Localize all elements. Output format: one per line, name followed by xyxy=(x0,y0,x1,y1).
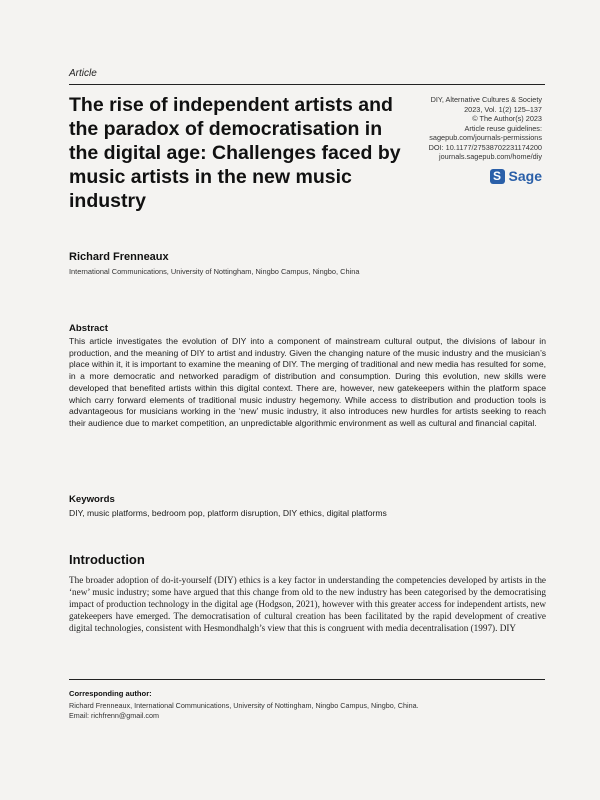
abstract-text: This article investigates the evolution of DIY into a component of mainstream cultural output, the divisions of labour in production, and the meaning of DIY to artist and industry. Given the changing nature of the music industry and the musician’s place within it, it is important to examine the meaning of DIY. The merging of traditional and new media has resulted for some, in a more democratic and networked paradigm of distribution and consumption. During this evolution, new skills were developed that benefited artists within this digital context. There are, however, new gatekeepers within the platform space which carry forward elements of traditional music industry hegemony. While access to distribution and production tools is advantageous for musicians working in the ‘new’ music industry, it also introduces new hurdles for artists seeking to reach their audience due to market competition, an unpredictable algorithmic environment as well as cultural and financial capital. xyxy=(69,336,546,428)
author-affiliation: International Communications, University of Nottingham, Ningbo Campus, Ningbo, China xyxy=(69,267,360,276)
reuse-guidelines: Article reuse guidelines: xyxy=(464,123,542,133)
journal-volume: 2023, Vol. 1(2) 125–137 xyxy=(464,104,542,114)
corresponding-author-details xyxy=(69,701,419,721)
copyright-line: © The Author(s) 2023 xyxy=(472,114,542,123)
doi-link[interactable]: DOI: 10.1177/27538702231174200 xyxy=(428,142,542,152)
keywords-text: DIY, music platforms, bedroom pop, platform disruption, DIY ethics, digital platforms xyxy=(69,508,387,518)
corresponding-author-line: Richard Frenneaux, International Communications, University of Nottingham, Ningbo Campus, Ningbo, China. xyxy=(69,701,419,710)
corresponding-author-email[interactable]: Email: richfrenn@gmail.com xyxy=(69,711,159,720)
abstract-heading: Abstract xyxy=(69,323,108,334)
footer-rule xyxy=(69,679,545,680)
journal-name: DIY, Alternative Cultures & Society xyxy=(430,95,542,104)
publisher-name: Sage xyxy=(508,168,542,184)
introduction-text: The broader adoption of do-it-yourself (DIY) ethics is a key factor in understanding the competencies developed by artists in the ‘new’ music industry; some have argued that this change from old to the new industry has been categorised by the democratising impact of production technology in the digital age (Hodgson, 2021), however with this greater access for independent artists, new gatekeepers have emerged. The democratisation of cultural creation has been facilitated by the rapid development of creative digital technologies, consistent with Hesmondhalgh’s view that this is congruent with media decentralisation (1997). DIY xyxy=(69,575,546,633)
publisher-logo xyxy=(490,168,542,184)
header-rule xyxy=(69,84,545,85)
keywords-heading: Keywords xyxy=(69,494,115,505)
permissions-link[interactable]: sagepub.com/journals-permissions xyxy=(429,133,542,142)
introduction-heading: Introduction xyxy=(69,552,145,567)
journal-meta xyxy=(382,95,542,162)
author-name: Richard Frenneaux xyxy=(69,251,169,263)
journal-homepage-link[interactable]: journals.sagepub.com/home/diy xyxy=(438,152,542,161)
article-title: The rise of independent artists and the paradox of democratisation in the digital age: Challenges faced by music artists in the new music industry xyxy=(69,94,401,212)
article-type-label: Article xyxy=(69,68,97,79)
corresponding-author-heading: Corresponding author: xyxy=(69,689,152,698)
sage-logo-icon: S xyxy=(490,169,505,184)
